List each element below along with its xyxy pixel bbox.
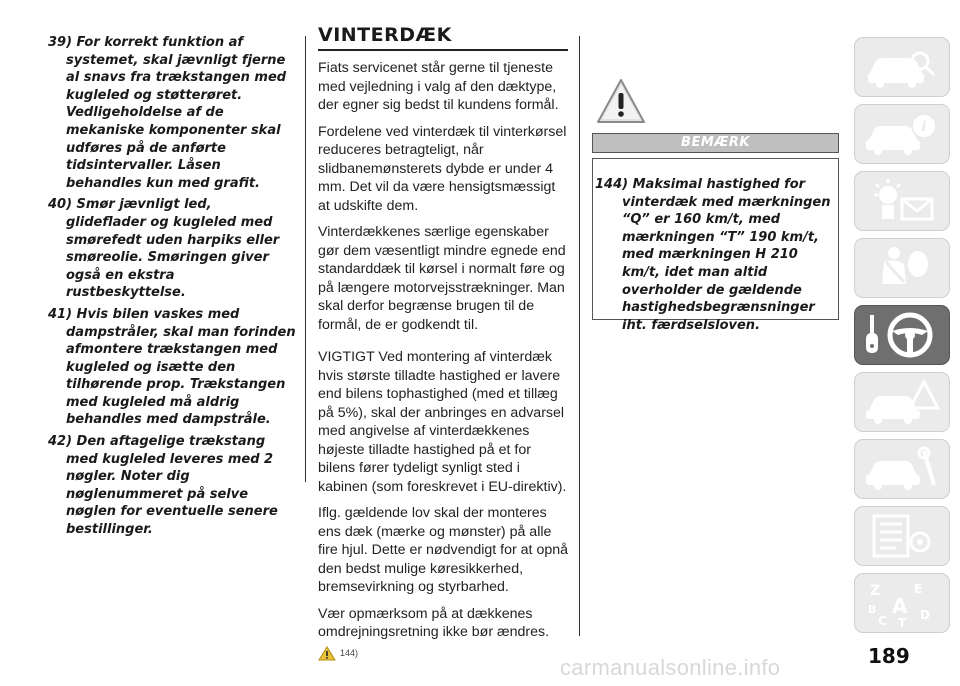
column-divider-right [579,36,580,636]
tab-maintenance[interactable] [854,439,950,499]
section-heading: VINTERDÆK [318,24,568,51]
svg-text:Z: Z [870,583,881,599]
svg-text:E: E [914,582,923,596]
seatbelt-airbag-icon [864,244,940,292]
warning-reference[interactable] [318,646,568,661]
alphabet-index-icon [864,579,940,627]
reference-number: 144) [340,648,359,658]
column-divider-left [305,36,306,482]
note-39: 39) For korrekt funktion af systemet, skal jævnligt fjerne al snavs fra trækstangen med kugleled og støtterøret. Vedligeholdelse af de mekaniske komponenter skal udføres på de anførte tidsintervaller. Låsen behandles kun med grafit. [48,35,287,191]
car-hazard-icon [864,378,940,426]
warning-box [592,158,839,333]
notes-column [48,34,296,543]
svg-text:A: A [892,594,908,618]
tab-car-search[interactable] [854,37,950,97]
note-42: 42) Den aftagelige trækstang med kugleled leveres med 2 nøgler. Noter dig nøglenummeret på selve nøglen for eventuelle senere bestillinger. [48,434,278,538]
tab-warning-lights[interactable] [854,171,950,231]
key-steering-wheel-icon [864,311,940,359]
car-search-icon [864,43,940,91]
warning-lights-icon [864,177,940,225]
tab-starting-driving[interactable] [854,305,950,365]
tab-safety[interactable] [854,238,950,298]
svg-text:C: C [878,614,887,627]
warning-triangle-icon [596,78,646,124]
warning-banner: BEMÆRK [592,133,839,153]
paragraph-important: VIGTIGT Ved montering af vinterdæk hvis største tilladte hastighed er lavere end bilens tophastighed (med et tillæg på 5%), skal der anbringes en advarsel med angivelse af vinterdækkenes højeste tilladte hastighed på et for bilens fører tydeligt synligt sted i kabinen (som foreskrevet i EU-direktiv). [318,349,567,495]
tab-technical-data[interactable] [854,506,950,566]
svg-text:i: i [921,119,927,135]
tab-emergency[interactable] [854,372,950,432]
paragraph: Vinterdækkenes særlige egenskaber gør dem væsentligt mindre egnede end standarddæk til kørsel i normalt føre og på længere motorvejsstrækninger. Man skal derfor begrænse brugen til de formål, de er godkendt til. [318,224,566,333]
page-number: 189 [868,644,910,668]
tab-car-info[interactable] [854,104,950,164]
paragraph: Iflg. gældende lov skal der monteres ens dæk (mærke og mønster) på alle fire hjul. Dette er nødvendigt for at opnå den bedst mulige køresikkerhed, bremsevirkning og styrbarhed. [318,505,568,595]
chapter-tabs [854,37,952,640]
note-41: 41) Hvis bilen vaskes med dampstråler, skal man forinden afmontere trækstangen med kugleled og isætte den tilhørende prop. Trækstangen med kugleled må aldrig behandles med dampstråle. [48,306,296,428]
tab-index[interactable] [854,573,950,633]
paragraph: Vær opmærksom på at dækkenes omdrejningsretning ikke bør ændres. [318,605,550,640]
svg-text:T: T [898,616,907,627]
paragraph: Fordelene ved vinterdæk til vinterkørsel reduceres betragteligt, når slidbanemønsterets dybde er under 4 mm. Det vil da være hensigtsmæssigt at udskifte dem. [318,123,567,214]
watermark: carmanualsonline.info [560,655,781,680]
car-info-icon [864,110,940,158]
winter-tyres-section [318,24,568,661]
svg-text:B: B [868,603,877,616]
paragraph: Fiats servicenet står gerne til tjeneste med vejledning i valg af den dæktype, der egner sig bedst til kundens formål. [318,60,559,113]
specs-list-icon [864,512,940,560]
svg-text:D: D [920,608,930,622]
car-service-icon [864,445,940,493]
warning-text: 144) Maksimal hastighed for vinterdæk med mærkningen “Q” er 160 km/t, med mærkningen “T” 190 km/t, med mærkningen H 210 km/t, idet man altid overholder de gældende hastighedsbegrænsninger iht. færdselsloven. [595,177,831,333]
note-40: 40) Smør jævnligt led, glideflader og kugleled med smørefedt uden harpiks eller smøreolie. Smøringen giver også en ekstra rustbeskyttelse. [48,197,280,301]
warning-triangle-icon [318,646,336,661]
